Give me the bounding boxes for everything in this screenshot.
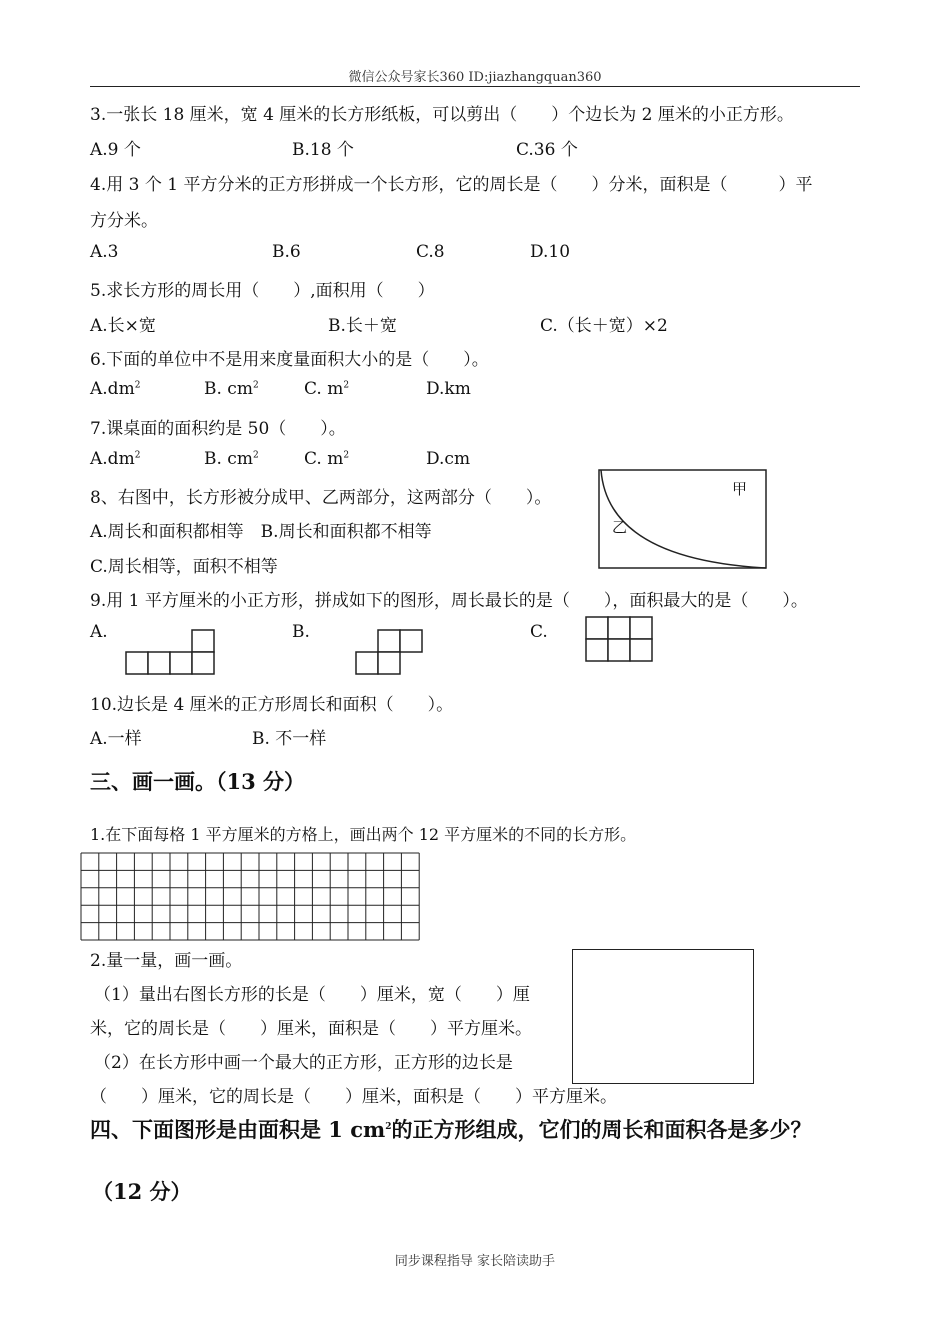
q10-text: 10.边长是 4 厘米的正方形周长和面积（ ）。 <box>90 695 454 715</box>
section3-p2-2b: （ ）厘米，它的周长是（ ）厘米，面积是（ ）平方厘米。 <box>90 1087 617 1107</box>
grid-paper <box>80 852 422 942</box>
q9-c-square <box>608 617 630 639</box>
page-header: 微信公众号家长360 ID:jiazhangquan360 <box>348 70 602 85</box>
q9-figure-b <box>355 629 427 677</box>
q9-a-square <box>192 630 214 652</box>
section3-p2-2a: （2）在长方形中画一个最大的正方形，正方形的边长是 <box>94 1053 513 1073</box>
q4-line1: 4.用 3 个 1 平方分米的正方形拼成一个长方形，它的周长是（ ）分米，面积是（ ）平 <box>90 175 813 195</box>
q9-c-square <box>586 617 608 639</box>
q9-c-square <box>630 639 652 661</box>
q8-option-c: C.周长相等，面积不相等 <box>90 557 278 577</box>
q9-a-square <box>126 652 148 674</box>
q9-text: 9.用 1 平方厘米的小正方形，拼成如下的图形，周长最长的是（ ），面积最大的是（ ）。 <box>90 591 808 611</box>
q9-c-square <box>586 639 608 661</box>
q7-text: 7.课桌面的面积约是 50（ ）。 <box>90 419 346 439</box>
q4-option-a: A.3 <box>90 242 119 262</box>
q4-option-d: D.10 <box>530 242 571 262</box>
q4-line2: 方分米。 <box>90 211 158 231</box>
q9-c-square <box>630 617 652 639</box>
q10-option-a: A.一样 <box>90 729 142 749</box>
q6-text: 6.下面的单位中不是用来度量面积大小的是（ ）。 <box>90 350 489 370</box>
section3-p2: 2.量一量，画一画。 <box>90 951 243 971</box>
q3-option-b: B.18 个 <box>292 140 354 160</box>
q5-option-a: A.长×宽 <box>90 316 156 336</box>
section3-title: 三、画一画。（13 分） <box>90 769 306 794</box>
q8-label-yi: 乙 <box>612 518 628 536</box>
q9-option-c: C. <box>530 622 548 642</box>
q7-option-b: B. $cm^2$ <box>204 449 259 469</box>
q5-option-b: B.长＋宽 <box>328 316 397 336</box>
section4-score: （12 分） <box>92 1179 192 1204</box>
q9-b-square <box>378 630 400 652</box>
q3-text: 3.一张长 18 厘米，宽 4 厘米的长方形纸板，可以剪出（ ）个边长为 2 厘米的小正方形。 <box>90 105 794 125</box>
section3-p2-1b: 米，它的周长是（ ）厘米，面积是（ ）平方厘米。 <box>90 1019 532 1039</box>
q9-figure-a <box>125 629 217 677</box>
q9-b-square <box>356 652 378 674</box>
q10-option-b: B. 不一样 <box>252 729 327 749</box>
q9-b-square <box>378 652 400 674</box>
page-footer: 同步课程指导 家长陪读助手 <box>394 1254 556 1269</box>
q9-c-square <box>608 639 630 661</box>
q7-option-d: D.cm <box>426 449 471 469</box>
q9-figure-c <box>585 616 655 664</box>
q8-option-ab: A.周长和面积都相等 B.周长和面积都不相等 <box>90 522 432 542</box>
q4-option-b: B.6 <box>272 242 301 262</box>
q6-option-b: B. $cm^2$ <box>204 379 259 399</box>
section4-title: 四、下面图形是由面积是 1 $cm^2$的正方形组成，它们的周长和面积各是多少？ <box>90 1117 812 1142</box>
measure-rectangle <box>572 949 754 1084</box>
section3-p1: 1.在下面每格 1 平方厘米的方格上，画出两个 12 平方厘米的不同的长方形。 <box>90 825 637 844</box>
q8-text: 8、右图中，长方形被分成甲、乙两部分，这两部分（ ）。 <box>90 488 552 508</box>
q4-option-c: C.8 <box>416 242 445 262</box>
q3-option-a: A.9 个 <box>90 140 141 160</box>
q5-text: 5.求长方形的周长用（ ）,面积用（ ） <box>90 281 435 301</box>
q9-a-square <box>170 652 192 674</box>
q9-b-square <box>400 630 422 652</box>
q7-option-a: $A.dm^2$ <box>90 449 141 469</box>
q6-option-a: $A.dm^2$ <box>90 379 141 399</box>
section3-p2-1a: （1）量出右图长方形的长是（ ）厘米，宽（ ）厘 <box>94 985 530 1005</box>
q9-option-b: B. <box>292 622 310 642</box>
q7-option-c: C. $m^2$ <box>304 449 350 469</box>
q9-option-a: A. <box>90 622 108 642</box>
q6-option-d: D.km <box>426 379 471 399</box>
q5-option-c: C.（长＋宽）×2 <box>540 316 668 336</box>
q8-label-jia: 甲 <box>732 480 748 498</box>
header-rule <box>90 86 860 87</box>
q9-a-square <box>192 652 214 674</box>
q9-a-square <box>148 652 170 674</box>
q6-option-c: C. $m^2$ <box>304 379 350 399</box>
q3-option-c: C.36 个 <box>516 140 578 160</box>
